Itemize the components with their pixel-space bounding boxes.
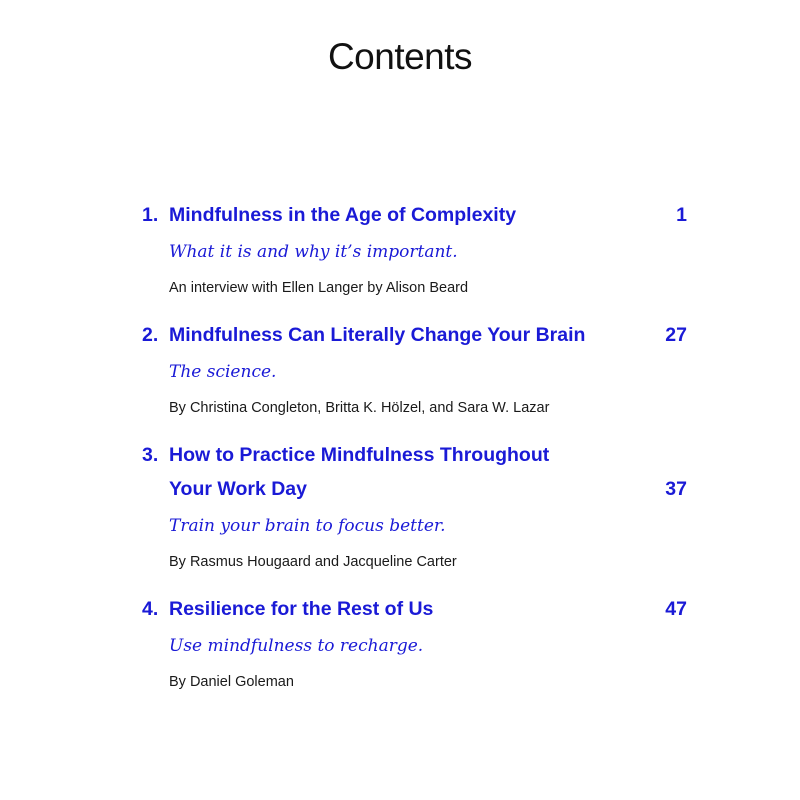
toc-entry-2[interactable] — [142, 318, 687, 418]
chapter-author: An interview with Ellen Langer by Alison Beard — [169, 280, 469, 296]
toc-list — [142, 198, 687, 712]
toc-entry-3[interactable] — [142, 438, 687, 572]
chapter-number: 2. — [142, 324, 159, 346]
toc-entry-4[interactable] — [142, 592, 687, 692]
chapter-subtitle: The science. — [169, 362, 277, 382]
page-number[interactable]: 1 — [676, 204, 687, 226]
chapter-title[interactable]: Resilience for the Rest of Us — [169, 598, 434, 620]
toc-entry-1[interactable] — [142, 198, 687, 298]
toc-entry-heading[interactable] — [142, 592, 687, 626]
chapter-title[interactable]: Mindfulness in the Age of Complexity — [169, 204, 517, 226]
toc-entry-heading[interactable] — [142, 198, 687, 232]
chapter-number: 4. — [142, 598, 159, 620]
toc-entry-heading[interactable] — [142, 318, 687, 352]
chapter-author: By Daniel Goleman — [169, 674, 294, 690]
toc-entry-heading[interactable] — [142, 438, 687, 506]
chapter-number: 3. — [142, 444, 159, 466]
page-title: Contents — [327, 36, 473, 77]
chapter-number: 1. — [142, 204, 159, 226]
chapter-author: By Rasmus Hougaard and Jacqueline Carter — [169, 554, 457, 570]
chapter-subtitle: What it is and why it’s important. — [169, 242, 458, 262]
page-number[interactable]: 47 — [665, 598, 687, 620]
chapter-title[interactable]: How to Practice Mindfulness Throughout Your Work Day — [169, 444, 550, 500]
chapter-title[interactable]: Mindfulness Can Literally Change Your Brain — [169, 324, 586, 346]
chapter-author: By Christina Congleton, Britta K. Hölzel, and Sara W. Lazar — [169, 400, 550, 416]
chapter-subtitle: Use mindfulness to recharge. — [169, 636, 424, 656]
chapter-subtitle: Train your brain to focus better. — [169, 516, 446, 536]
page-number[interactable]: 37 — [665, 478, 687, 500]
page-number[interactable]: 27 — [665, 324, 687, 346]
